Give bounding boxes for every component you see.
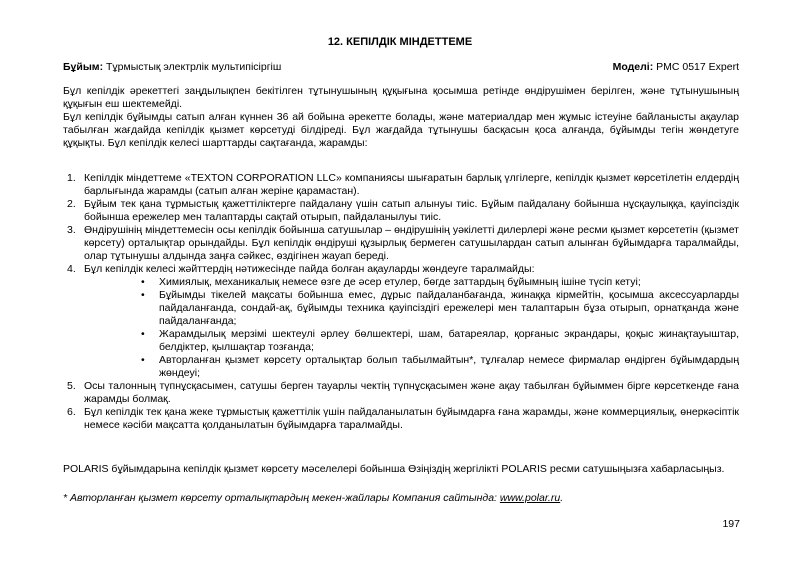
exclusion-item (84, 289, 739, 328)
bullet-icon: • (141, 289, 145, 301)
product-info (63, 61, 281, 73)
condition-text: Өндірушінің міндеттемесін осы кепілдік бойынша сатушылар – өндірушінің уәкілетті дилерлері және ресми қызмет көрсететін (қызмет көрсету) орталықтар орындайды. Бұл кепілдік өндіруші құзырлық бермеген сатушылардан сатып алынған бұйымдарға таралмайды, олар тұтынушы алдында заңға сәйкес, өздігінен жауап береді. (84, 224, 739, 262)
condition-item (63, 198, 739, 224)
exclusion-text: Жарамдылық мерзімі шектеулі әрлеу бөлшектері, шам, батареялар, қорғаныс экрандары, қоқыс жинақтауыштар, белдіктер, қылшақтар тозғанда; (159, 328, 739, 353)
condition-number: 5. (67, 380, 76, 392)
exclusion-text: Химиялық, механикалық немесе өзге де әсер етулер, бөгде заттардың бұйымның ішіне түсіп кетуі; (159, 276, 641, 288)
condition-text: Кепілдік міндеттеме «TEXTON CORPORATION LLC» компаниясы шығаратын барлық үлгілерге, кепілдік қызмет көрсетілетін елдердің барлығында жарамды (сатып алған жеріне қарамастан). (84, 172, 739, 197)
condition-item (63, 263, 739, 380)
condition-text: Бұйым тек қана тұрмыстық қажеттіліктерге пайдалану үшін сатып алынуы тиіс. Бұйым пайдалану бойынша нұсқаулыққа, қауіпсіздік бойынша ережелер мен талаптарды сақтай отырып, пайдаланылуы тиіс. (84, 198, 739, 223)
condition-text: Осы талонның түпнұсқасымен, сатушы берген тауарлы чектің түпнұсқасымен және ақау табылған бұйыммен бірге көрсеткенде ғана жарамды болмақ. (84, 380, 739, 405)
condition-text: Бұл кепілдік тек қана жеке тұрмыстық қажеттілік үшін пайдаланылатын бұйымдарға ғана жарамды, және коммерциялық, өнеркәсіптік немесе кәсіби мақсатта қолданылатын бұйымдарға таралмайды. (84, 406, 739, 431)
condition-number: 3. (67, 224, 76, 236)
model-info (613, 61, 739, 73)
bullet-icon: • (141, 354, 145, 366)
exclusion-item (84, 328, 739, 354)
page-number: 197 (722, 518, 740, 530)
model-value: PMC 0517 Expert (656, 61, 739, 73)
condition-number: 6. (67, 406, 76, 418)
product-line (63, 61, 739, 73)
condition-item (63, 380, 739, 406)
product-value: Тұрмыстық электрлік мультипісіргіш (106, 61, 282, 73)
condition-number: 2. (67, 198, 76, 210)
footnote-end: . (560, 492, 564, 504)
footnote (63, 492, 739, 505)
bullet-icon: • (141, 276, 145, 288)
footnote-text: * Авторланған қызмет көрсету орталықтардың мекен-жайлары Компания сайтында: (63, 492, 497, 504)
exclusion-text: Бұйымды тікелей мақсаты бойынша емес, дұрыс пайдаланбағанда, жинаққа кірмейтін, қосымша аксессуарларды пайдаланғанда, сондай-ақ, бұйымды техника қауіпсіздігі ережелері мен талаптарын бұза отырып, орнатқанда және пайдаланғанда; (159, 289, 739, 327)
exclusion-item (84, 354, 739, 380)
condition-number: 4. (67, 263, 76, 275)
contact-note: POLARIS бұйымдарына кепілдік қызмет көрсету мәселелері бойынша Өзіңіздің жергілікті POLARIS ресми сатушыңызға хабарласыңыз. (63, 463, 725, 475)
condition-text: Бұл кепілдік келесі жәйттердің нәтижесінде пайда болған ақауларды жөндеуге таралмайды: (84, 263, 535, 275)
conditions-list (63, 172, 739, 432)
condition-item (63, 224, 739, 263)
intro-paragraph: Бұл кепілдік әрекеттегі заңдылықпен бекітілген тұтынушының құқығына қосымша ретінде өндірушімен берілген, және тұтынушының құқығын еш шектемейді. (63, 85, 739, 110)
condition-item (63, 406, 739, 432)
exclusion-item (84, 276, 739, 289)
condition-number: 1. (67, 172, 76, 184)
model-label: Моделі: (612, 61, 654, 73)
product-label: Бұйым: (63, 61, 104, 73)
bullet-icon: • (141, 328, 145, 340)
website-link[interactable]: www.polar.ru (499, 492, 561, 504)
condition-item (63, 172, 739, 198)
intro-section (63, 85, 739, 150)
exclusion-text: Авторланған қызмет көрсету орталықтар болып табылмайтын*, тұлғалар немесе фирмалар өндірген бұйымдардың жөндеуі; (159, 354, 739, 379)
intro-paragraph: Бұл кепілдік бұйымды сатып алған күннен 36 ай бойына әрекетте болады, және материалдар мен жұмыс істеуіне байланысты ақаулар табылған жағдайда кепілдік қызмет көрсетуді білдіреді. Бұл жағдайда тұтынушы басқасын қоса алғанда, бұйымды тегін жөндетуге құқықты. Бұл кепілдік келесі шарттарды сақтағанда, жарамды: (63, 111, 739, 149)
page-title: 12. КЕПІЛДІК МІНДЕТТЕМЕ (327, 36, 473, 48)
exclusions-list (84, 276, 739, 380)
